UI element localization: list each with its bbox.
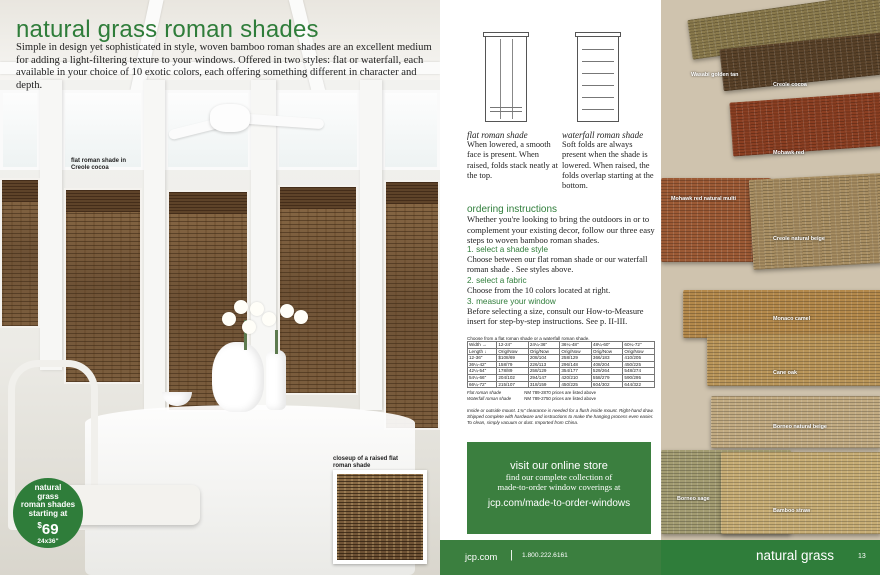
price-cell: 408/204 <box>591 361 623 368</box>
fabric-swatch <box>683 290 880 338</box>
width-header: 24¼-36" <box>528 342 560 349</box>
badge-line: roman shades <box>20 500 76 509</box>
install-note: Inside or outside mount. 1¾" clearance is needed for a flush inside mount. Right-hand draw. Shipped complete with hardware and instructions to make the hanging process even easier. To clean, simply vacuum or dust. Imported from China. <box>467 408 654 425</box>
sku-note: prices are listed above <box>552 395 597 401</box>
intro-paragraph: Simple in design yet sophisticated in style, woven bamboo roman shades are an excellent medium for adding a light-filtering texture to your windows. Offered in two styles: flat or waterfall, each available in your choice of 10 exotic colors, each offering something different in character and depth. <box>16 42 432 91</box>
style-waterfall <box>562 130 654 191</box>
price-cell: 590/295 <box>623 374 655 381</box>
table-row <box>468 355 655 362</box>
price-cell: 258/129 <box>528 368 560 375</box>
flower <box>234 300 248 314</box>
store-line: made-to-order window coverings at <box>497 482 621 493</box>
price-cell: 450/225 <box>560 381 592 388</box>
price-cell: 420/210 <box>560 374 592 381</box>
table-header-row <box>468 342 655 349</box>
length-cell: 12-36" <box>468 355 497 362</box>
swatch-label: Mohawk red <box>773 150 805 156</box>
badge-line: grass <box>37 491 59 501</box>
subheader: Orig/Now <box>591 348 623 355</box>
price-cell: 215/107 <box>497 381 529 388</box>
price-cell: 644/322 <box>623 381 655 388</box>
price-cell: $108/69 <box>497 355 529 362</box>
vase <box>212 342 264 412</box>
price-cell: 548/274 <box>623 368 655 375</box>
swatch-label: Monaco camel <box>773 316 811 322</box>
fabric-swatch <box>707 334 880 386</box>
price-cell: 294/147 <box>528 374 560 381</box>
style-flat <box>467 130 559 181</box>
flower <box>262 312 276 326</box>
step-text: Choose from the 10 colors located at right. <box>467 286 611 295</box>
closeup-photo <box>333 470 427 564</box>
swatch-label: Borneo natural beige <box>773 424 827 430</box>
price-rows <box>468 355 655 388</box>
flat-shade-diagram <box>485 36 527 122</box>
waterfall-shade-diagram <box>577 36 619 122</box>
style-description: When lowered, a smooth face is present. When raised, folds stack neatly at the top. <box>467 140 558 180</box>
sku-name: Waterfall roman shade <box>467 395 512 401</box>
ceiling-fan-icon <box>210 104 250 132</box>
page-title: natural grass roman shades <box>16 16 319 43</box>
store-heading: visit our online store <box>510 460 608 472</box>
roman-shade <box>64 188 142 384</box>
ordering-intro: Whether you're looking to bring the outdoors in or to complement your existing decor, follow our three easy steps to woven bamboo roman shades. <box>467 214 655 246</box>
length-cell: 54¼-66" <box>468 374 497 381</box>
photo-label-closeup: closeup of a raised flat roman shade <box>333 456 399 469</box>
flower <box>222 312 236 326</box>
window-pane <box>0 90 40 170</box>
price-cell: 226/113 <box>528 361 560 368</box>
footer-separator: | <box>510 549 513 561</box>
window-pane <box>276 90 360 170</box>
ordering-title: ordering instructions <box>467 204 558 215</box>
price-cell: 158/79 <box>497 361 529 368</box>
window-post <box>360 80 382 410</box>
width-label: Width → <box>468 342 497 349</box>
footer-phone: 1.800.222.6161 <box>522 552 568 559</box>
price-cell: 410/205 <box>623 355 655 362</box>
step-heading: 2. select a fabric <box>467 276 527 285</box>
table-row <box>468 368 655 375</box>
roman-shade <box>278 185 358 395</box>
subheader: Orig/Now <box>497 348 529 355</box>
badge-size: 24x36" <box>37 538 59 545</box>
swatch-label: Cane oak <box>773 370 797 376</box>
swatch-label: Mohawk red natural multi <box>671 196 736 202</box>
badge-line: natural <box>34 483 62 492</box>
table-row <box>468 361 655 368</box>
price-table <box>467 341 655 388</box>
footer-section <box>661 540 880 575</box>
step-heading: 1. select a shade style <box>467 245 549 254</box>
sku-code: NM 789-2870 <box>524 390 551 396</box>
flower <box>294 310 308 324</box>
step-heading: 3. measure your window <box>467 297 556 306</box>
swatch-label: Creole natural beige <box>773 236 825 242</box>
length-cell: 36¼-42" <box>468 361 497 368</box>
length-label: Length ↓ <box>468 348 497 355</box>
price-cell: 529/264 <box>591 368 623 375</box>
sku-line <box>467 396 655 401</box>
price-cell: 604/302 <box>591 381 623 388</box>
fabric-swatch <box>721 452 880 534</box>
window-pane <box>382 90 440 170</box>
subheader: Orig/Now <box>528 348 560 355</box>
footer-section-name: natural grass <box>756 548 835 563</box>
step-text: Before selecting a size, consult our How-to-Measure insert for step-by-step instructions. See p. II-III. <box>467 307 644 327</box>
width-header: 60¼-72" <box>623 342 655 349</box>
swatch-label: Wasabi golden tan <box>691 72 739 78</box>
price-cell: 208/104 <box>528 355 560 362</box>
roman-shade <box>384 180 440 430</box>
length-cell: 66¼-72" <box>468 381 497 388</box>
sku-note: prices are listed above <box>552 390 597 396</box>
badge-line: starting at <box>28 508 68 518</box>
price-cell: 318/159 <box>528 381 560 388</box>
window-post <box>144 80 165 410</box>
vase <box>266 350 286 410</box>
table-subheader-row <box>468 348 655 355</box>
table-note: Choose from a flat roman shade or a waterfall roman shade. <box>467 336 590 341</box>
price-badge <box>13 478 83 548</box>
price-cell: 450/225 <box>623 361 655 368</box>
store-line: find our complete collection of <box>505 472 613 482</box>
sku-code: NM 789-2750 <box>524 395 551 401</box>
style-description: Soft folds are always present when the shade is lowered. When raised, the folds overlap starting at the bottom. <box>562 140 654 191</box>
closeup-shade-texture <box>337 474 423 560</box>
price-cell: 204/102 <box>497 374 529 381</box>
footer-contact <box>440 540 661 575</box>
subheader: Orig/Now <box>560 348 592 355</box>
flower <box>280 304 294 318</box>
width-header: 48¼-60" <box>591 342 623 349</box>
photo-label-flat-shade: flat roman shade in Creole cocoa <box>71 158 127 171</box>
badge-price-value: 69 <box>41 521 59 538</box>
ordering-column <box>440 0 661 540</box>
swatch-label: Borneo sage <box>677 496 710 502</box>
fabric-swatch <box>711 396 880 448</box>
roman-shade <box>0 178 40 328</box>
subheader: Orig/Now <box>623 348 655 355</box>
style-name: waterfall roman shade <box>562 130 644 140</box>
step-text: Choose between our flat roman shade or our waterfall roman shade . See styles above. <box>467 255 648 275</box>
price-table-block <box>467 336 655 401</box>
table-row <box>468 381 655 388</box>
price-cell: 558/279 <box>591 374 623 381</box>
flower <box>242 320 256 334</box>
footer-site-link[interactable]: jcp.com <box>465 551 498 562</box>
width-header: 36¼-48" <box>560 342 592 349</box>
style-name: flat roman shade <box>467 130 528 140</box>
flower <box>250 302 264 316</box>
badge-currency: $ <box>37 521 42 530</box>
flower-stem <box>275 330 278 354</box>
fabric-swatch <box>729 89 880 156</box>
swatch-label: Creole cocoa <box>773 82 807 88</box>
table-row <box>468 374 655 381</box>
price-cell: 178/89 <box>497 368 529 375</box>
online-store-box[interactable] <box>467 442 651 534</box>
price-cell: 366/183 <box>591 355 623 362</box>
swatch-label: Bamboo straw <box>773 508 811 514</box>
length-cell: 42¼-54" <box>468 368 497 375</box>
badge-price <box>13 518 83 538</box>
store-url-link[interactable]: jcp.com/made-to-order-windows <box>487 498 631 510</box>
price-cell: 354/177 <box>560 368 592 375</box>
width-header: 12-24" <box>497 342 529 349</box>
swatch-column <box>661 0 880 540</box>
price-cell: 258/129 <box>560 355 592 362</box>
price-cell: 296/148 <box>560 361 592 368</box>
sku-name: Flat roman shade <box>467 390 502 396</box>
window-post <box>40 80 62 370</box>
fabric-swatch <box>749 172 880 270</box>
page-number: 13 <box>858 553 866 560</box>
